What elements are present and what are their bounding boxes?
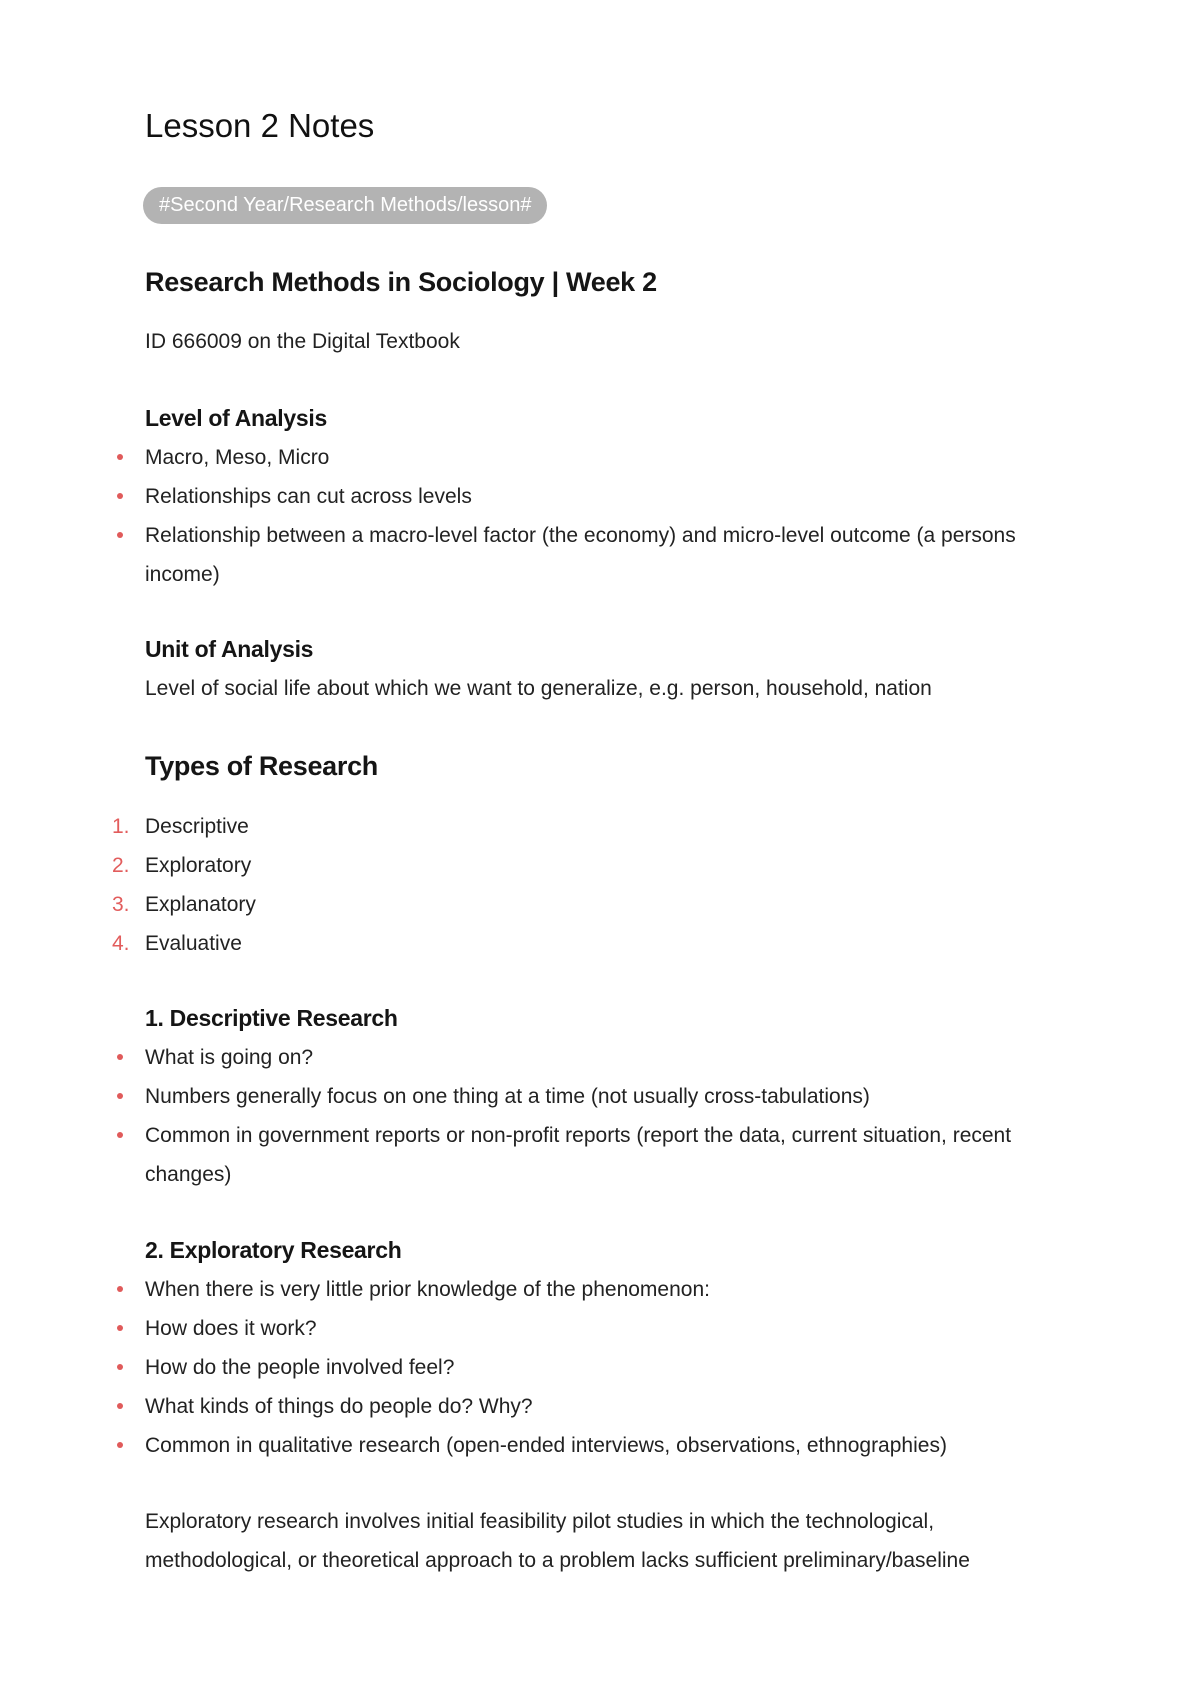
id-line: ID 666009 on the Digital Textbook	[145, 330, 460, 353]
page-title: Lesson 2 Notes	[145, 107, 375, 144]
level-heading: Level of Analysis	[145, 405, 327, 431]
list-item: Common in government reports or non-profit reports (report the data, current situation, recent changes)	[0, 1116, 1200, 1194]
descriptive-heading: 1. Descriptive Research	[145, 1005, 398, 1031]
exploratory-paragraph: Exploratory research involves initial feasibility pilot studies in which the technological, methodological, or theoretical approach to a problem lacks sufficient preliminary/baseline	[145, 1510, 970, 1572]
bullet-icon	[117, 493, 123, 499]
list-item: Relationships can cut across levels	[0, 477, 1200, 516]
bullet-icon	[117, 1054, 123, 1060]
types-list	[0, 807, 1200, 963]
descriptive-list	[0, 1038, 1200, 1194]
list-item: 3. Explanatory	[112, 893, 256, 916]
exploratory-list	[0, 1270, 1200, 1465]
bullet-icon	[117, 1403, 123, 1409]
list-item: Numbers generally focus on one thing at a time (not usually cross-tabulations)	[0, 1077, 1200, 1116]
bullet-icon	[117, 1442, 123, 1448]
bullet-icon	[117, 1132, 123, 1138]
unit-heading: Unit of Analysis	[145, 636, 314, 662]
list-item: Common in qualitative research (open-ended interviews, observations, ethnographies)	[0, 1426, 1200, 1465]
list-item: Macro, Meso, Micro	[0, 438, 1200, 477]
list-item: What kinds of things do people do? Why?	[0, 1387, 1200, 1426]
main-heading: Research Methods in Sociology | Week 2	[145, 267, 657, 297]
unit-text: Level of social life about which we want to generalize, e.g. person, household, nation	[145, 677, 932, 700]
level-list	[0, 438, 1200, 594]
bullet-icon	[117, 454, 123, 460]
list-item: Relationship between a macro-level factor (the economy) and micro-level outcome (a persons income)	[0, 516, 1200, 594]
exploratory-heading: 2. Exploratory Research	[145, 1237, 402, 1263]
list-item: How do the people involved feel?	[0, 1348, 1200, 1387]
list-item: 2. Exploratory	[112, 854, 252, 877]
bullet-icon	[117, 1325, 123, 1331]
types-heading: Types of Research	[145, 751, 378, 781]
bullet-icon	[117, 1093, 123, 1099]
list-item: How does it work?	[0, 1309, 1200, 1348]
list-item: When there is very little prior knowledge of the phenomenon:	[0, 1270, 1200, 1309]
tag-badge[interactable]: #Second Year/Research Methods/lesson#	[143, 187, 547, 224]
list-item: 1. Descriptive	[112, 815, 249, 838]
bullet-icon	[117, 532, 123, 538]
bullet-icon	[117, 1364, 123, 1370]
bullet-icon	[117, 1286, 123, 1292]
list-item: What is going on?	[0, 1038, 1200, 1077]
list-item: 4. Evaluative	[112, 932, 242, 955]
